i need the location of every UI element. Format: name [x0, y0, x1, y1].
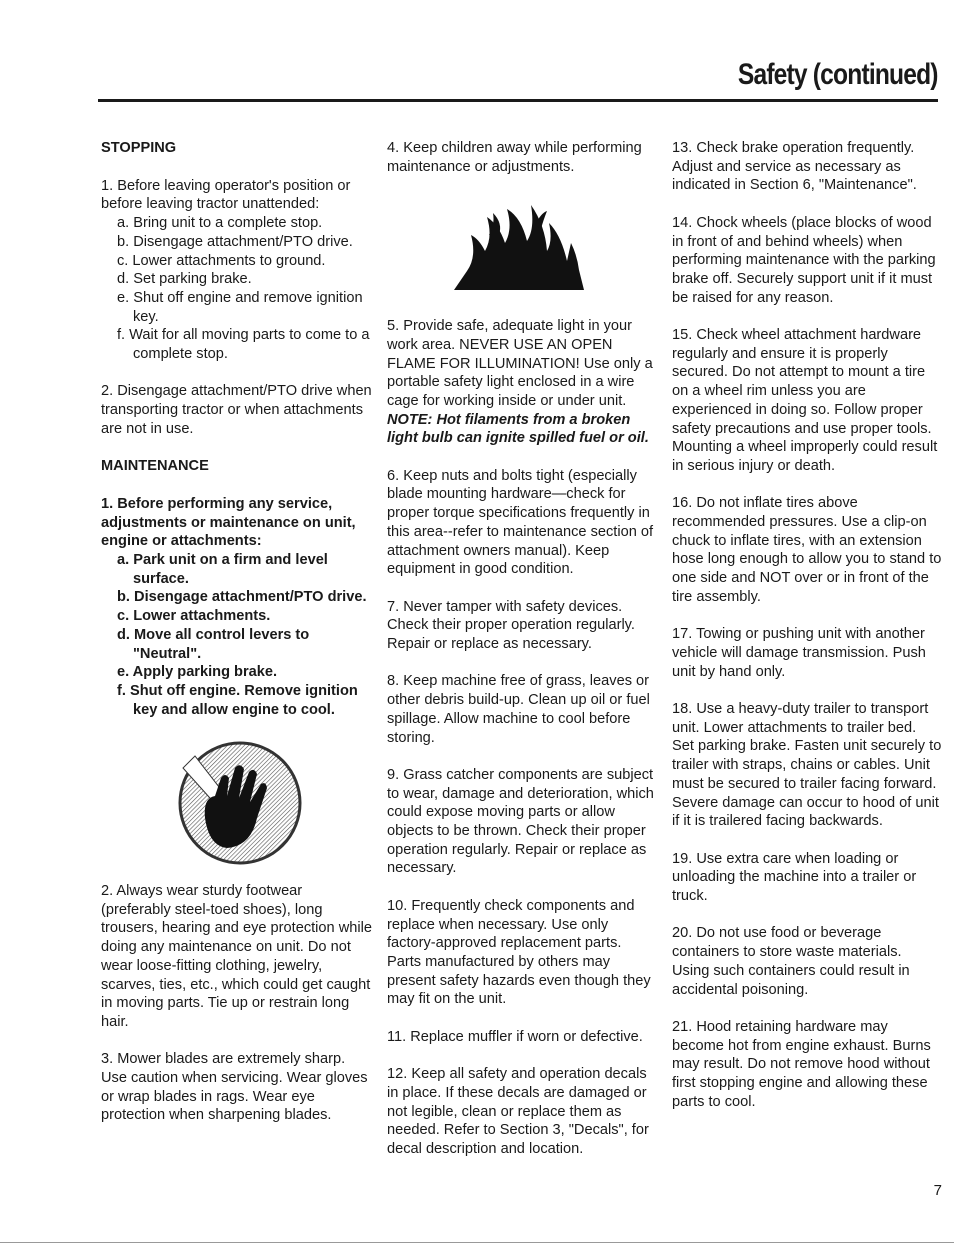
section-heading-stopping: STOPPING	[101, 140, 177, 156]
maintenance-item-13: 13. Check brake operation frequently. Adjust and service as necessary as indicated in Section 6, "Maintenance".	[672, 140, 917, 194]
section-heading-maintenance: MAINTENANCE	[101, 458, 209, 475]
list-item: b. Disengage attachment/PTO drive.	[117, 233, 353, 250]
stopping-item-2: 2. Disengage attachment/PTO drive when transporting tractor or when attachments are not in use.	[101, 383, 372, 437]
item-5-note: NOTE: Hot filaments from a broken light bulb can ignite spilled fuel or oil.	[387, 411, 649, 447]
maintenance-item-15: 15. Check wheel attachment hardware regularly and ensure it is properly secured. Do not attempt to mount a tire on a wheel rim unless you are experienced in doing so. Follow proper safety precautions and use proper tools. Mounting a wheel improperly could result in serious injury or death.	[672, 327, 938, 474]
maintenance-item-3: 3. Mower blades are extremely sharp. Use caution when servicing. Wear gloves or wrap blades in rags. Wear eye protection when sharpening blades.	[101, 1051, 368, 1124]
list-item: a. Bring unit to a complete stop.	[117, 215, 323, 232]
maintenance-item-16: 16. Do not inflate tires above recommended pressures. Use a clip-on chuck to inflate tires, with an extension hose long enough to allow you to stand to one side and NOT over or in front of the tire assembly.	[672, 495, 942, 605]
stopping-item-1-intro: 1. Before leaving operator's position or before leaving tractor unattended:	[101, 177, 351, 213]
list-item: c. Lower attachments to ground.	[117, 252, 326, 269]
column-3	[672, 139, 942, 1130]
list-item: f. Wait for all moving parts to come to a complete stop.	[117, 327, 370, 363]
maintenance-item-20: 20. Do not use food or beverage containers to store waste materials. Using such containers could result in accidental poisoning.	[672, 925, 910, 998]
maintenance-item-6: 6. Keep nuts and bolts tight (especially blade mounting hardware—check for proper torque specifications frequently in this area--refer to maintenance section of attachment owners manual). Keep equipment in good condition.	[387, 467, 654, 578]
maintenance-item-17: 17. Towing or pushing unit with another vehicle will damage transmission. Push unit by hand only.	[672, 626, 926, 680]
maintenance-item-5	[387, 317, 659, 448]
maintenance-item-2: 2. Always wear sturdy footwear (preferably steel-toed shoes), long trousers, hearing and eye protection while doing any maintenance on unit. Do not wear loose-fitting clothing, jewelry, scarves, ties, etc., which could get caught in moving parts. Tie up or restrain long hair.	[101, 883, 372, 1030]
list-item: d. Set parking brake.	[117, 271, 252, 288]
page-title: Safety (continued)	[738, 58, 938, 91]
list-item: a. Park unit on a firm and level surface.	[117, 552, 328, 587]
list-item: f. Shut off engine. Remove ignition key and allow engine to cool.	[117, 682, 358, 718]
bottom-divider	[0, 1242, 954, 1243]
maintenance-item-14: 14. Chock wheels (place blocks of wood in front of and behind wheels) when performing maintenance with the parking brake off. Securely support unit if it must be raised for any reason.	[672, 214, 936, 306]
list-item: c. Lower attachments.	[117, 608, 271, 625]
maintenance-item-8: 8. Keep machine free of grass, leaves or other debris build-up. Clean up oil or fuel spillage. Allow machine to cool before storing.	[387, 673, 650, 746]
maintenance-item-19: 19. Use extra care when loading or unloading the machine into a trailer or truck.	[672, 850, 917, 905]
list-item: e. Shut off engine and remove ignition key.	[117, 289, 363, 325]
maintenance-item-18: 18. Use a heavy-duty trailer to transport unit. Lower attachments to trailer bed. Set parking brake. Fasten unit securely to trailer with straps, chains or cables. Unit must be secured to trailer facing forward. Severe damage can occur to hood of unit if it is trailered facing backwards.	[672, 701, 942, 830]
list-item: e. Apply parking brake.	[117, 664, 278, 681]
maintenance-item-11: 11. Replace muffler if worn or defective.	[387, 1028, 643, 1045]
maintenance-item-9: 9. Grass catcher components are subject to wear, damage and deterioration, which could expose moving parts or allow objects to be thrown. Check their proper operation regularly. Repair or replace as necessary.	[387, 766, 654, 877]
header-divider	[98, 99, 938, 102]
column-1	[101, 139, 373, 1144]
maintenance-item-1	[101, 495, 373, 719]
maintenance-item-12: 12. Keep all safety and operation decals in place. If these decals are damaged or not legible, clean or replace them as needed. Refer to Section 3, "Decals", for decal description and location.	[387, 1066, 649, 1157]
page-number: 7	[933, 1182, 942, 1199]
stopping-item-1	[101, 177, 373, 364]
list-item: d. Move all control levers to "Neutral".	[117, 626, 310, 662]
maintenance-item-21: 21. Hood retaining hardware may become hot from engine exhaust. Burns may result. Do not remove hood without first stopping engine and allowing these parts to cool.	[672, 1018, 931, 1110]
fire-icon	[449, 195, 589, 295]
list-item: b. Disengage attachment/PTO drive.	[117, 589, 367, 606]
maintenance-item-4: 4. Keep children away while performing maintenance or adjustments.	[387, 140, 642, 175]
maintenance-item-7: 7. Never tamper with safety devices. Check their proper operation regularly. Repair or replace as necessary.	[387, 598, 635, 653]
item-5-text: 5. Provide safe, adequate light in your work area. NEVER USE AN OPEN FLAME FOR ILLUMINATION! Use only a portable safety light enclosed in a wire cage for working inside or under unit.	[387, 318, 653, 409]
maintenance-item-10: 10. Frequently check components and replace when necessary. Use only factory-approved replacement parts. Parts manufactured by others may present safety hazards even though they may fit on the unit.	[387, 897, 651, 1008]
maintenance-item-1-intro: 1. Before performing any service, adjustments or maintenance on unit, engine or attachments:	[101, 495, 356, 550]
column-2	[387, 139, 659, 1177]
hand-blade-icon	[175, 738, 305, 868]
